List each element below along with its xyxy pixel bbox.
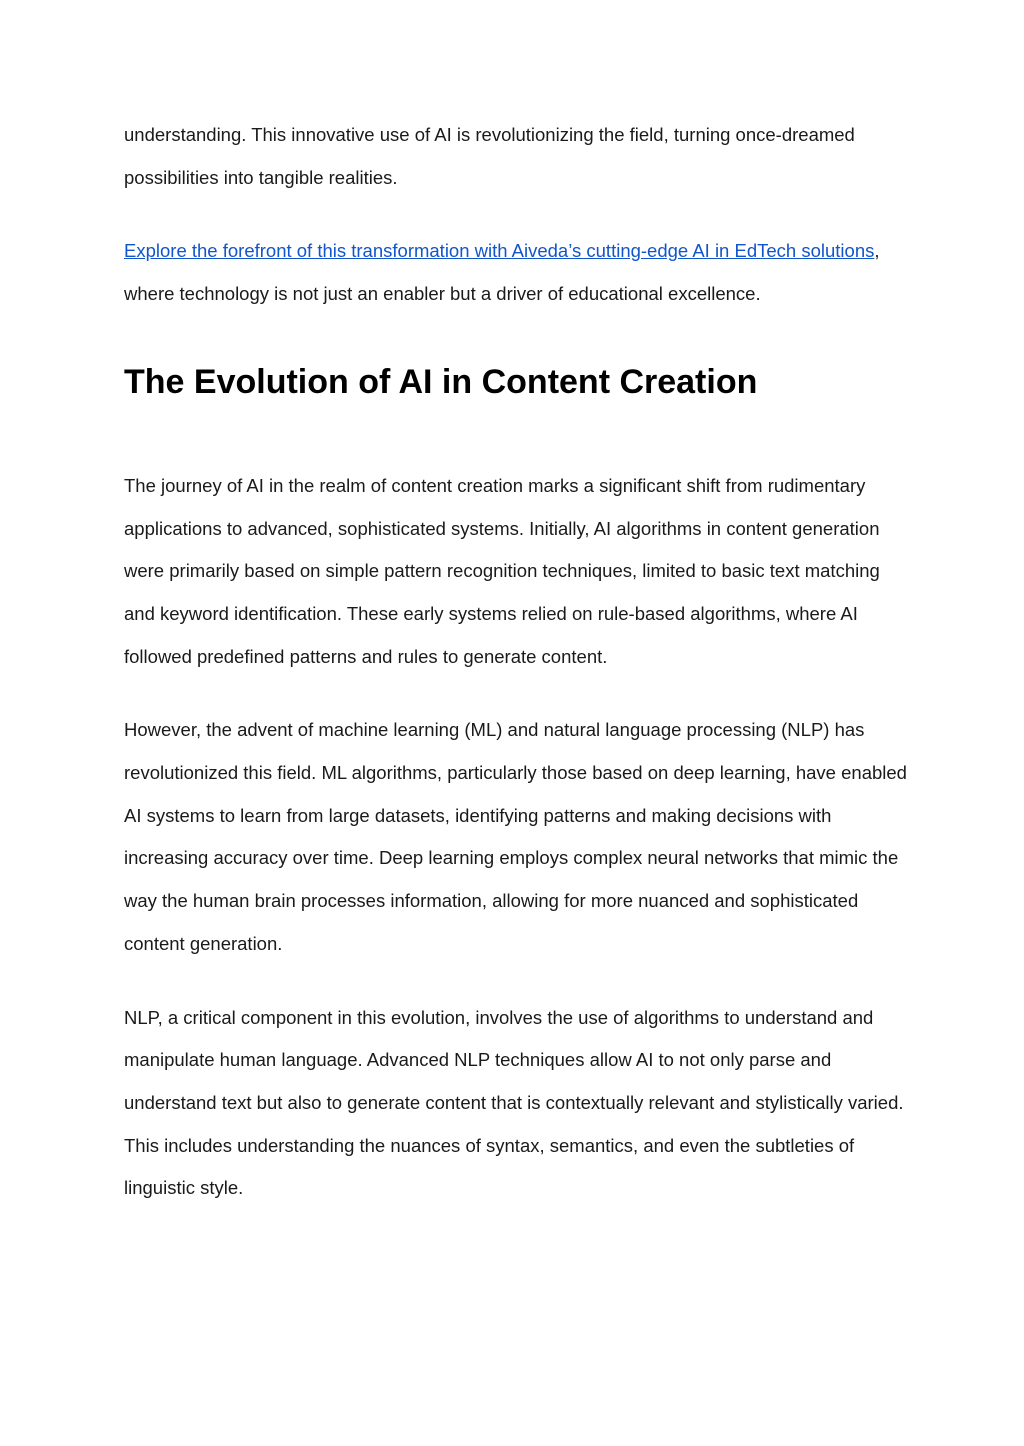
document-page <box>124 114 914 1241</box>
cta-paragraph <box>124 230 914 315</box>
section-heading: The Evolution of AI in Content Creation <box>124 362 758 401</box>
intro-paragraph: understanding. This innovative use of AI is revolutionizing the field, turning once-dreamed possibilities into tangible realities. <box>124 124 855 188</box>
body-paragraph-2: However, the advent of machine learning (ML) and natural language processing (NLP) has revolutionized this field. ML algorithms, particularly those based on deep learning, have enabled AI systems to learn from large datasets, identifying patterns and making decisions with increasing accuracy over time. Deep learning employs complex neural networks that mimic the way the human brain processes information, allowing for more nuanced and sophisticated content generation. <box>124 719 907 954</box>
body-paragraph-3: NLP, a critical component in this evolution, involves the use of algorithms to understand and manipulate human language. Advanced NLP techniques allow AI to not only parse and understand text but also to generate content that is contextually relevant and stylistically varied. This includes understanding the nuances of syntax, semantics, and even the subtleties of linguistic style. <box>124 1006 904 1199</box>
body-paragraph-1: The journey of AI in the realm of content creation marks a significant shift from rudimentary applications to advanced, sophisticated systems. Initially, AI algorithms in content generation were primarily based on simple pattern recognition techniques, limited to basic text matching and keyword identification. These early systems relied on rule-based algorithms, where AI followed predefined patterns and rules to generate content. <box>124 474 880 667</box>
cta-paragraph-text: , where technology is not just an enabler but a driver of educational excellence. <box>124 240 880 305</box>
edtech-solutions-link[interactable]: Explore the forefront of this transformation with Aiveda’s cutting-edge AI in EdTech solutions <box>124 240 875 262</box>
